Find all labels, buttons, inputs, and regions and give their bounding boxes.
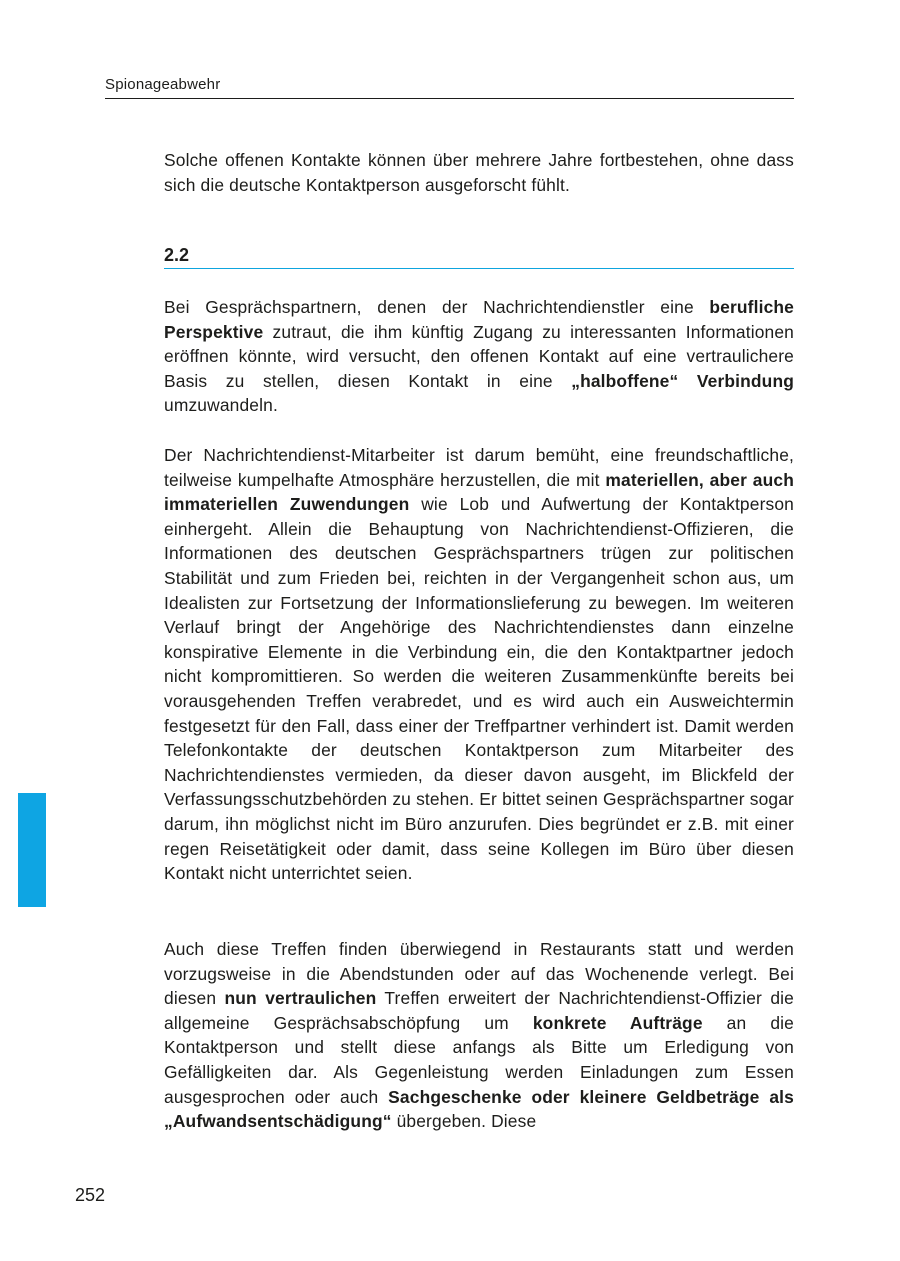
emphasis-text: materiellen, aber auch immateriellen Zuwendungen — [164, 469, 794, 515]
text-run: Der Nachrichtendienst-Mitarbeiter ist darum bemüht, eine freundschaftliche, teilweise kumpelhafte Atmosphäre herzustellen, die mit — [164, 445, 794, 490]
emphasis-text: berufliche Perspektive — [164, 297, 794, 342]
paragraph-1 — [164, 148, 794, 197]
header-rule — [105, 98, 794, 99]
text-run: Solche offenen Kontakte können über mehrere Jahre fortbestehen, ohne dass sich die deutsche Kontaktperson ausgeforscht fühlt. — [164, 150, 794, 195]
page-number: 252 — [75, 1185, 106, 1205]
text-run: zutraut, die ihm künftig Zugang zu interessanten Informationen eröffnen könnte, wird versucht, den offenen Kontakt auf eine vertraulichere Basis zu stellen, diesen Kontakt in eine — [164, 321, 794, 391]
emphasis-text: konkrete Aufträge — [532, 1012, 703, 1033]
text-run: übergeben. Diese — [391, 1111, 537, 1132]
emphasis-text: nun vertraulichen — [224, 988, 377, 1009]
section-rule — [164, 268, 794, 269]
text-run: Auch diese Treffen finden überwiegend in Restaurants statt und werden vorzugsweise in die Abendstunden oder auf das Wochenende verlegt. Bei diesen — [164, 939, 794, 1009]
running-title: Spionageabwehr — [105, 76, 221, 93]
text-run: Treffen erweitert der Nachrichtendienst-Offizier die allgemeine Gesprächsabschöpfung um — [164, 988, 794, 1033]
text-run: umzuwandeln. — [164, 395, 278, 416]
text-run: wie Lob und Aufwertung der Kontaktperson einhergeht. Allein die Behauptung von Nachrichtendienst-Offizieren, die Informationen des deutschen Gesprächspartners trügen zur politischen Stabilität und zum Frieden bei, reichten in der Vergangenheit schon aus, um Idealisten zur Fortsetzung der Informationslieferung zu bewegen. Im weiteren Verlauf bringt der Angehörige des Nachrichtendienstes dann einzelne konspirative Elemente in die Verbindung ein, die den Kontaktpartner jedoch nicht kompromittieren. So werden die weiteren Zusammenkünfte bereits bei vorausgehenden Treffen verabredet, und es wird auch ein Ausweichtermin festgesetzt für den Fall, dass einer der Treffpartner verhindert ist. Damit werden Telefonkontakte der deutschen Kontaktperson zum Mitarbeiter des Nachrichtendienstes vermieden, da dieser davon ausgeht, im Blickfeld der Verfassungsschutzbehörden zu stehen. Er bittet seinen Gesprächspartner sogar darum, ihn möglichst nicht im Büro anzurufen. Dies begründet er z.B. mit einer regen Reisetätigkeit oder damit, dass seine Kollegen im Büro über diesen Kontakt nicht unterrichtet seien. — [164, 494, 795, 884]
paragraph-3 — [164, 443, 794, 886]
paragraph-4 — [164, 937, 794, 1134]
section-number: 2.2 — [164, 245, 190, 265]
text-run: an die Kontaktperson und stellt diese anfangs als Bitte um Erledigung von Gefälligkeiten dar. Als Gegenleistung werden Einladungen zum Essen ausgesprochen oder auch — [164, 1012, 795, 1107]
text-run: Bei Gesprächspartnern, denen der Nachrichtendienstler eine — [164, 297, 710, 317]
paragraph-2 — [164, 295, 794, 418]
chapter-tab-marker — [18, 793, 46, 907]
emphasis-text: „halboffene“ Verbindung — [571, 370, 794, 391]
emphasis-text: Sachgeschenke oder kleinere Geldbeträge als „Aufwandsentschädigung“ — [164, 1086, 794, 1132]
